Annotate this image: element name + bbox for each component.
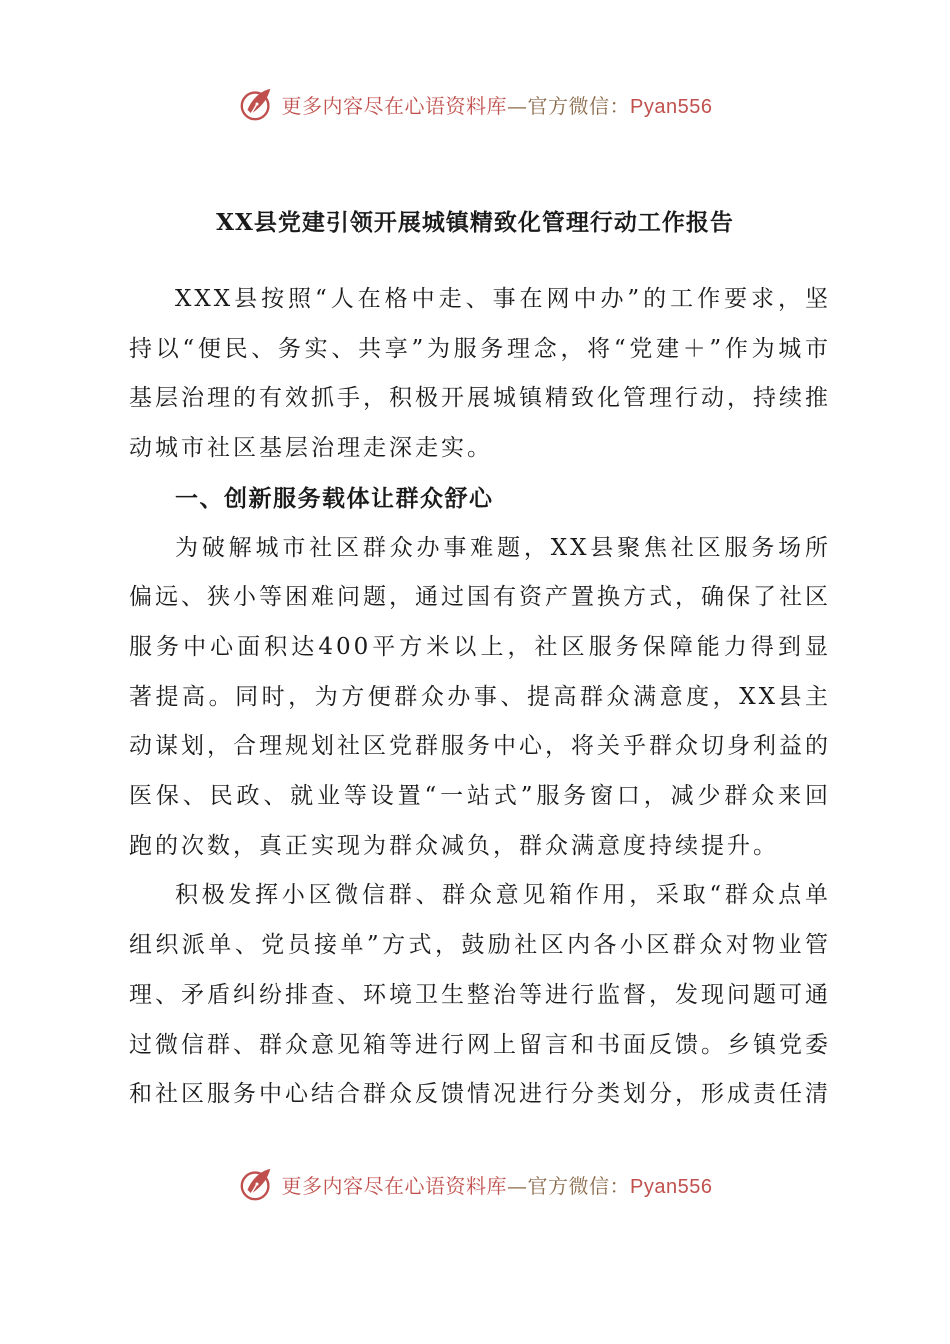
body-paragraph: 积极发挥小区微信群、群众意见箱作用，采取“群众点单组织派单、党员接单”方式，鼓励社区内各小区群众对物业管理、矛盾纠纷排查、环境卫生整治等进行监督，发现问题可通过微信群、群众意见箱等进行网上留言和书面反馈。乡镇党委和社区服务中心结合群众反馈情况进行分类划分，形成责任清: [129, 882, 831, 1108]
watermark-footer: [0, 1162, 950, 1206]
section-heading: 一、创新服务载体让群众舒心: [175, 484, 494, 512]
fountain-pen-nib-icon: [238, 85, 276, 123]
watermark-header: [0, 82, 950, 126]
intro-paragraph: XXX县按照“人在格中走、事在网中办”的工作要求，坚持以“便民、务实、共享”为服务理念，将“党建＋”作为城市基层治理的有效抓手，积极开展城镇精致化管理行动，持续推动城市社区基层治理走深走实。: [129, 286, 831, 462]
watermark-wechat-id: Pyan556: [630, 95, 713, 118]
fountain-pen-nib-icon: [238, 1165, 276, 1203]
page-title: XX县党建引领开展城镇精致化管理行动工作报告: [216, 209, 734, 236]
document-body: [129, 275, 831, 1120]
watermark-separator: —官方微信：: [507, 93, 631, 118]
watermark-wechat-id: Pyan556: [630, 1175, 713, 1198]
body-paragraph: 为破解城市社区群众办事难题，XX县聚焦社区服务场所偏远、狭小等困难问题，通过国有资产置换方式，确保了社区服务中心面积达400平方米以上，社区服务保障能力得到显著提高。同时，为方便群众办事、提高群众满意度，XX县主动谋划，合理规划社区党群服务中心，将关乎群众切身利益的医保、民政、就业等设置“一站式”服务窗口，减少群众来回跑的次数，真正实现为群众减负，群众满意度持续提升。: [129, 534, 831, 859]
watermark-brand: 更多内容尽在心语资料库: [281, 93, 508, 118]
watermark-separator: —官方微信：: [507, 1173, 631, 1198]
watermark-brand: 更多内容尽在心语资料库: [281, 1173, 508, 1198]
